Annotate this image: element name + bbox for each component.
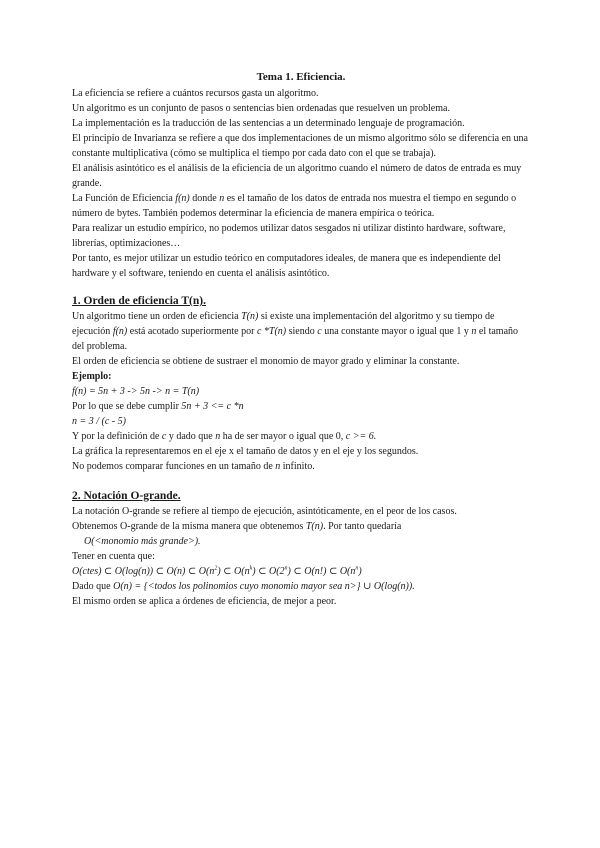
example-line xyxy=(72,429,530,444)
text-run: Obtenemos O-grande de la misma manera que obtenemos xyxy=(72,521,306,532)
section1-paragraph: El orden de eficiencia se obtiene de sustraer el monomio de mayor grado y eliminar la constante. xyxy=(72,356,460,367)
text-run: Por lo que se debe cumplir xyxy=(72,401,182,412)
math-run: f(n) xyxy=(112,326,128,337)
math-run: O(n) = {<todos los polinomios cuyo monomio mayor sea n>} ∪ O(log(n)). xyxy=(113,581,415,592)
example-label: Ejemplo: xyxy=(72,371,112,382)
text-run: si existe una implementación del algoritmo y su tiempo de ejecución xyxy=(72,311,495,337)
math-run: ) ⊂ O(2 xyxy=(252,566,285,577)
math-run: n xyxy=(471,326,477,337)
text-run: está acotado superiormente por xyxy=(127,326,257,337)
text-run: una constante mayor o igual que 1 y xyxy=(321,326,472,337)
example-formula: n = 3 / (c - 5) xyxy=(72,416,126,427)
math-run: ) xyxy=(358,566,362,577)
exponent: n xyxy=(355,565,359,572)
section1-paragraph xyxy=(72,309,530,354)
intro-paragraph: Para realizar un estudio empírico, no podemos utilizar datos sesgados ni utilizar distinto hardware, software, librerías, optimizaciones… xyxy=(72,223,506,249)
math-run: n xyxy=(275,461,281,472)
text-run: No podemos comparar funciones en un tamaño de xyxy=(72,461,276,472)
math-run: c *T(n) xyxy=(256,326,287,337)
text-run: La Función de Eficiencia xyxy=(72,193,176,204)
math-run: ) ⊂ O(n!) ⊂ O(n xyxy=(287,566,356,577)
section-heading-2: 2. Notación O-grande. xyxy=(72,490,181,502)
efficiency-function-paragraph xyxy=(72,191,530,221)
math-run: c >= 6. xyxy=(345,431,377,442)
complexity-chain xyxy=(72,564,530,579)
section2-paragraph: La notación O-grande se refiere al tiempo de ejecución, asintóticamente, en el peor de los casos. xyxy=(72,506,457,517)
text-run: . Por tanto quedaría xyxy=(323,521,402,532)
math-run: T(n) xyxy=(241,311,259,322)
text-run: Y por la definición de xyxy=(72,431,162,442)
text-run: es el tamaño de los datos de entrada nos muestra el tiempo en segundo o número de bytes. También podemos determinar la eficiencia de manera empírica o teórica. xyxy=(72,193,517,219)
text-run: donde xyxy=(189,193,220,204)
section1-paragraph xyxy=(72,459,530,474)
math-run: 5n + 3 <= c *n xyxy=(181,401,244,412)
math-run: T(n) xyxy=(305,521,324,532)
intro-paragraph: El principio de Invarianza se refiere a que dos implementaciones de un mismo algoritmo sólo se diferencia en una constante multiplicativa (cómo se multiplica el tiempo por cada dato con el que se trabaja). xyxy=(72,133,528,159)
math-run: c xyxy=(317,326,322,337)
exponent: k xyxy=(249,565,253,572)
section2-paragraph xyxy=(72,579,530,594)
text-run: Un algoritmo tiene un orden de eficiencia xyxy=(72,311,242,322)
intro-paragraph: La eficiencia se refiere a cuántos recursos gasta un algoritmo. xyxy=(72,88,319,99)
example-formula: f(n) = 5n + 3 -> 5n -> n = T(n) xyxy=(72,386,200,397)
math-run: n xyxy=(219,193,225,204)
intro-paragraph: El análisis asintótico es el análisis de la eficiencia de un algoritmo cuando el número de datos de entrada es muy grande. xyxy=(72,163,522,189)
math-run: O(ctes) ⊂ O(log(n)) ⊂ O(n) ⊂ O(n xyxy=(72,566,215,577)
intro-paragraph: Por tanto, es mejor utilizar un estudio teórico en computadores ideales, de manera que es independiente del hardware y el software, teniendo en cuenta el análisis asintótico. xyxy=(72,253,501,279)
text-run: el tamaño del problema. xyxy=(72,326,519,352)
text-run: Dado que xyxy=(72,581,114,592)
section2-paragraph: El mismo orden se aplica a órdenes de eficiencia, de mejor a peor. xyxy=(72,596,337,607)
math-run: ) ⊂ O(n xyxy=(217,566,250,577)
math-run: n xyxy=(215,431,221,442)
section-heading-1: 1. Orden de eficiencia T(n). xyxy=(72,295,206,307)
intro-paragraph: Un algoritmo es un conjunto de pasos o sentencias bien ordenadas que resuelven un problema. xyxy=(72,103,450,114)
math-run: f(n) xyxy=(175,193,190,204)
text-run: infinito. xyxy=(280,461,315,472)
section1-paragraph: La gráfica la representaremos en el eje x el tamaño de datos y en el eje y los segundos. xyxy=(72,446,419,457)
text-run: y dado que xyxy=(166,431,216,442)
exponent: 2 xyxy=(214,565,218,572)
big-o-formula: O(<monomio más grande>). xyxy=(84,536,201,547)
document-page xyxy=(72,70,530,609)
text-run: ha de ser mayor o igual que 0, xyxy=(220,431,346,442)
text-run: siendo xyxy=(286,326,318,337)
section2-paragraph xyxy=(72,519,530,534)
example-line xyxy=(72,399,530,414)
document-title: Tema 1. Eficiencia. xyxy=(256,71,346,83)
section2-paragraph: Tener en cuenta que: xyxy=(72,551,155,562)
exponent: n xyxy=(284,565,288,572)
math-run: c xyxy=(161,431,167,442)
intro-paragraph: La implementación es la traducción de las sentencias a un determinado lenguaje de programación. xyxy=(72,118,465,129)
